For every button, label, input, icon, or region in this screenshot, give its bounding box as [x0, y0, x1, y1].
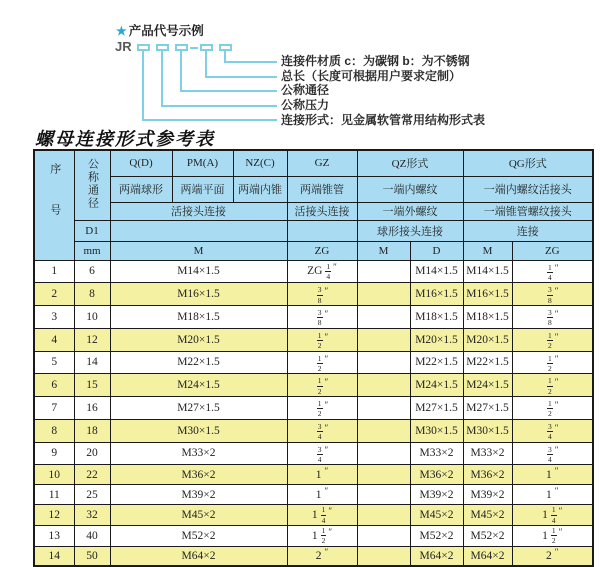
cell-dn: 10: [74, 306, 110, 329]
cell-m: M64×2: [110, 546, 287, 566]
cell-gz: 2 ″: [287, 546, 357, 566]
connector-line: [180, 90, 277, 92]
subheader3-qg: 连接: [463, 220, 593, 241]
cell-gz: 1 1 4 ″: [287, 505, 357, 526]
cell-qz-m: [357, 374, 410, 397]
legend-nominal-pressure: 公称压力: [281, 98, 330, 113]
cell-qg-zg: 1 ″: [512, 465, 593, 485]
cell-qz-d: M22×1.5: [410, 351, 463, 374]
table-row: [34, 397, 593, 420]
code-box-4: [200, 44, 213, 51]
cell-seq: 13: [34, 526, 74, 547]
subheader-q: 两端球形: [110, 176, 172, 202]
cell-m: M27×1.5: [110, 397, 287, 420]
table-row: [34, 283, 593, 306]
header-pm: PM(A): [172, 150, 233, 176]
nut-connection-table: [33, 149, 594, 567]
cell-m: M16×1.5: [110, 283, 287, 306]
cell-m: M52×2: [110, 526, 287, 547]
cell-qz-m: [357, 546, 410, 566]
cell-seq: 12: [34, 505, 74, 526]
diagram-title-text: 产品代号示例: [128, 24, 204, 38]
code-box-3: [175, 44, 188, 51]
cell-m: M24×1.5: [110, 374, 287, 397]
table-row: [34, 374, 593, 397]
cell-qz-d: M27×1.5: [410, 397, 463, 420]
cell-qz-d: M64×2: [410, 546, 463, 566]
cell-qz-m: [357, 442, 410, 465]
unit-zg: ZG: [287, 241, 357, 260]
cell-qg-zg: 3 4 ″: [512, 442, 593, 465]
cell-qg-zg: 3 8 ″: [512, 306, 593, 329]
legend-connection-type: 连接形式：见金属软管常用结构形式表: [281, 112, 486, 127]
table-row: [34, 465, 593, 485]
cell-qg-zg: 1 1 4 ″: [512, 505, 593, 526]
cell-qg-zg: 1 4 ″: [512, 260, 593, 283]
cell-dn: 20: [74, 442, 110, 465]
cell-dn: 40: [74, 526, 110, 547]
cell-seq: 11: [34, 485, 74, 505]
legend-material: 连接件材质 c：为碳钢 b：为不锈钢: [281, 54, 470, 68]
cell-m: M14×1.5: [110, 260, 287, 283]
cell-gz: ZG 1 4 ″: [287, 260, 357, 283]
table-row: [34, 526, 593, 547]
cell-seq: 7: [34, 397, 74, 420]
code-dash: [190, 47, 198, 49]
unit-mm: mm: [74, 241, 110, 260]
cell-qz-m: [357, 283, 410, 306]
cell-qg-m: M64×2: [463, 546, 512, 566]
cell-gz: 1 ″: [287, 485, 357, 505]
subheader3-qz: 球形接头连接: [357, 220, 463, 241]
cell-seq: 2: [34, 283, 74, 306]
cell-m: M20×1.5: [110, 328, 287, 351]
cell-qz-d: M52×2: [410, 526, 463, 547]
cell-qg-zg: 1 2 ″: [512, 351, 593, 374]
connector-line: [205, 51, 207, 77]
cell-qg-m: M22×1.5: [463, 351, 512, 374]
cell-qz-d: M45×2: [410, 505, 463, 526]
cell-qg-zg: 1 ″: [512, 485, 593, 505]
cell-qz-d: M20×1.5: [410, 328, 463, 351]
cell-seq: 9: [34, 442, 74, 465]
cell-qg-m: M16×1.5: [463, 283, 512, 306]
cell-qg-zg: 1 2 ″: [512, 374, 593, 397]
cell-gz: 1 2 ″: [287, 328, 357, 351]
cell-seq: 6: [34, 374, 74, 397]
cell-qg-zg: 1 2 ″: [512, 397, 593, 420]
cell-gz: 1 2 ″: [287, 351, 357, 374]
cell-m: M33×2: [110, 442, 287, 465]
connector-line: [205, 76, 277, 78]
cell-qz-d: M36×2: [410, 465, 463, 485]
product-code-prefix: JR: [115, 39, 132, 54]
legend-total-length: 总长（长度可根据用户要求定制）: [281, 68, 462, 83]
cell-qz-d: M30×1.5: [410, 419, 463, 442]
cell-m: M39×2: [110, 485, 287, 505]
subheader2-m: 活接头连接: [110, 202, 287, 220]
cell-gz: 1 2 ″: [287, 397, 357, 420]
table-row: [34, 505, 593, 526]
unit-m: M: [110, 241, 287, 260]
star-icon: ★: [116, 24, 127, 38]
cell-qg-zg: 3 8 ″: [512, 283, 593, 306]
code-box-1: [137, 44, 150, 51]
cell-gz: 3 4 ″: [287, 442, 357, 465]
cell-seq: 1: [34, 260, 74, 283]
connector-line: [224, 61, 277, 63]
cell-gz: 3 8 ″: [287, 283, 357, 306]
code-box-2: [156, 44, 169, 51]
cell-dn: 18: [74, 419, 110, 442]
subheader-qg: 一端内螺纹活接头: [463, 176, 593, 202]
cell-dn: 12: [74, 328, 110, 351]
cell-qz-d: M39×2: [410, 485, 463, 505]
cell-gz: 1 1 2 ″: [287, 526, 357, 547]
cell-qg-zg: 2 ″: [512, 546, 593, 566]
cell-qg-m: M20×1.5: [463, 328, 512, 351]
cell-qz-m: [357, 328, 410, 351]
cell-dn: 25: [74, 485, 110, 505]
cell-qg-zg: 3 4 ″: [512, 419, 593, 442]
cell-gz: 3 8 ″: [287, 306, 357, 329]
table-header: [34, 150, 593, 260]
cell-qz-m: [357, 260, 410, 283]
header-seq: 序号: [34, 150, 74, 260]
header-q: Q(D): [110, 150, 172, 176]
cell-dn: 8: [74, 283, 110, 306]
cell-qg-zg: 1 1 2 ″: [512, 526, 593, 547]
cell-qz-m: [357, 526, 410, 547]
cell-qg-m: M24×1.5: [463, 374, 512, 397]
cell-qz-m: [357, 505, 410, 526]
unit-qg-m: M: [463, 241, 512, 260]
table-row: [34, 546, 593, 566]
unit-qz-d: D: [410, 241, 463, 260]
header-qg: QG形式: [463, 150, 593, 176]
cell-dn: 22: [74, 465, 110, 485]
table-row: [34, 485, 593, 505]
cell-qg-m: M27×1.5: [463, 397, 512, 420]
cell-qz-m: [357, 485, 410, 505]
diagram-title: [116, 21, 204, 39]
connector-line: [161, 51, 163, 106]
code-legend: [281, 54, 485, 127]
header-gz: GZ: [287, 150, 357, 176]
subheader-gz: 两端锥管: [287, 176, 357, 202]
cell-dn: 50: [74, 546, 110, 566]
cell-m: M22×1.5: [110, 351, 287, 374]
cell-seq: 5: [34, 351, 74, 374]
legend-nominal-diameter: 公称通径: [281, 83, 330, 98]
cell-qz-d: M16×1.5: [410, 283, 463, 306]
table-row: [34, 419, 593, 442]
connector-line: [142, 51, 144, 121]
header-spacer-m: [110, 220, 287, 241]
cell-qg-m: M18×1.5: [463, 306, 512, 329]
header-dn: 公称通径: [74, 150, 110, 220]
cell-qz-d: M24×1.5: [410, 374, 463, 397]
unit-qg-zg: ZG: [512, 241, 593, 260]
subheader-qz: 一端内螺纹: [357, 176, 463, 202]
unit-qz-m: M: [357, 241, 410, 260]
cell-seq: 8: [34, 419, 74, 442]
cell-qg-m: M45×2: [463, 505, 512, 526]
code-box-5: [219, 44, 232, 51]
cell-qz-m: [357, 306, 410, 329]
subheader-pm: 两端平面: [172, 176, 233, 202]
cell-qz-m: [357, 397, 410, 420]
cell-qg-zg: 1 2 ″: [512, 328, 593, 351]
cell-seq: 3: [34, 306, 74, 329]
connector-line: [142, 119, 277, 121]
table-row: [34, 351, 593, 374]
cell-qg-m: M30×1.5: [463, 419, 512, 442]
table-row: [34, 306, 593, 329]
cell-seq: 4: [34, 328, 74, 351]
subheader2-qz: 一端外螺纹: [357, 202, 463, 220]
subheader2-qg: 一端锥管螺纹接头: [463, 202, 593, 220]
table-row: [34, 328, 593, 351]
cell-qg-m: M39×2: [463, 485, 512, 505]
cell-qg-m: M36×2: [463, 465, 512, 485]
subheader-nz: 两端内锥: [233, 176, 287, 202]
cell-m: M18×1.5: [110, 306, 287, 329]
cell-gz: 1 ″: [287, 465, 357, 485]
cell-dn: 14: [74, 351, 110, 374]
table-title: 螺母连接形式参考表: [35, 129, 215, 149]
table-row: [34, 442, 593, 465]
cell-seq: 14: [34, 546, 74, 566]
header-qz: QZ形式: [357, 150, 463, 176]
cell-dn: 16: [74, 397, 110, 420]
cell-qz-d: M14×1.5: [410, 260, 463, 283]
cell-dn: 15: [74, 374, 110, 397]
cell-qz-m: [357, 419, 410, 442]
cell-qg-m: M14×1.5: [463, 260, 512, 283]
cell-dn: 6: [74, 260, 110, 283]
header-d1: D1: [74, 220, 110, 241]
cell-seq: 10: [34, 465, 74, 485]
table-row: [34, 260, 593, 283]
cell-qg-m: M52×2: [463, 526, 512, 547]
header-spacer-gz: [287, 220, 357, 241]
table-body: [34, 260, 593, 566]
cell-qz-d: M33×2: [410, 442, 463, 465]
connector-line: [180, 51, 182, 91]
subheader2-gz: 活接头连接: [287, 202, 357, 220]
cell-qg-m: M33×2: [463, 442, 512, 465]
cell-qz-d: M18×1.5: [410, 306, 463, 329]
connector-line: [161, 105, 277, 107]
cell-m: M45×2: [110, 505, 287, 526]
cell-qz-m: [357, 351, 410, 374]
header-nz: NZ(C): [233, 150, 287, 176]
cell-gz: 3 4 ″: [287, 419, 357, 442]
cell-dn: 32: [74, 505, 110, 526]
cell-m: M30×1.5: [110, 419, 287, 442]
cell-m: M36×2: [110, 465, 287, 485]
cell-gz: 1 2 ″: [287, 374, 357, 397]
cell-qz-m: [357, 465, 410, 485]
